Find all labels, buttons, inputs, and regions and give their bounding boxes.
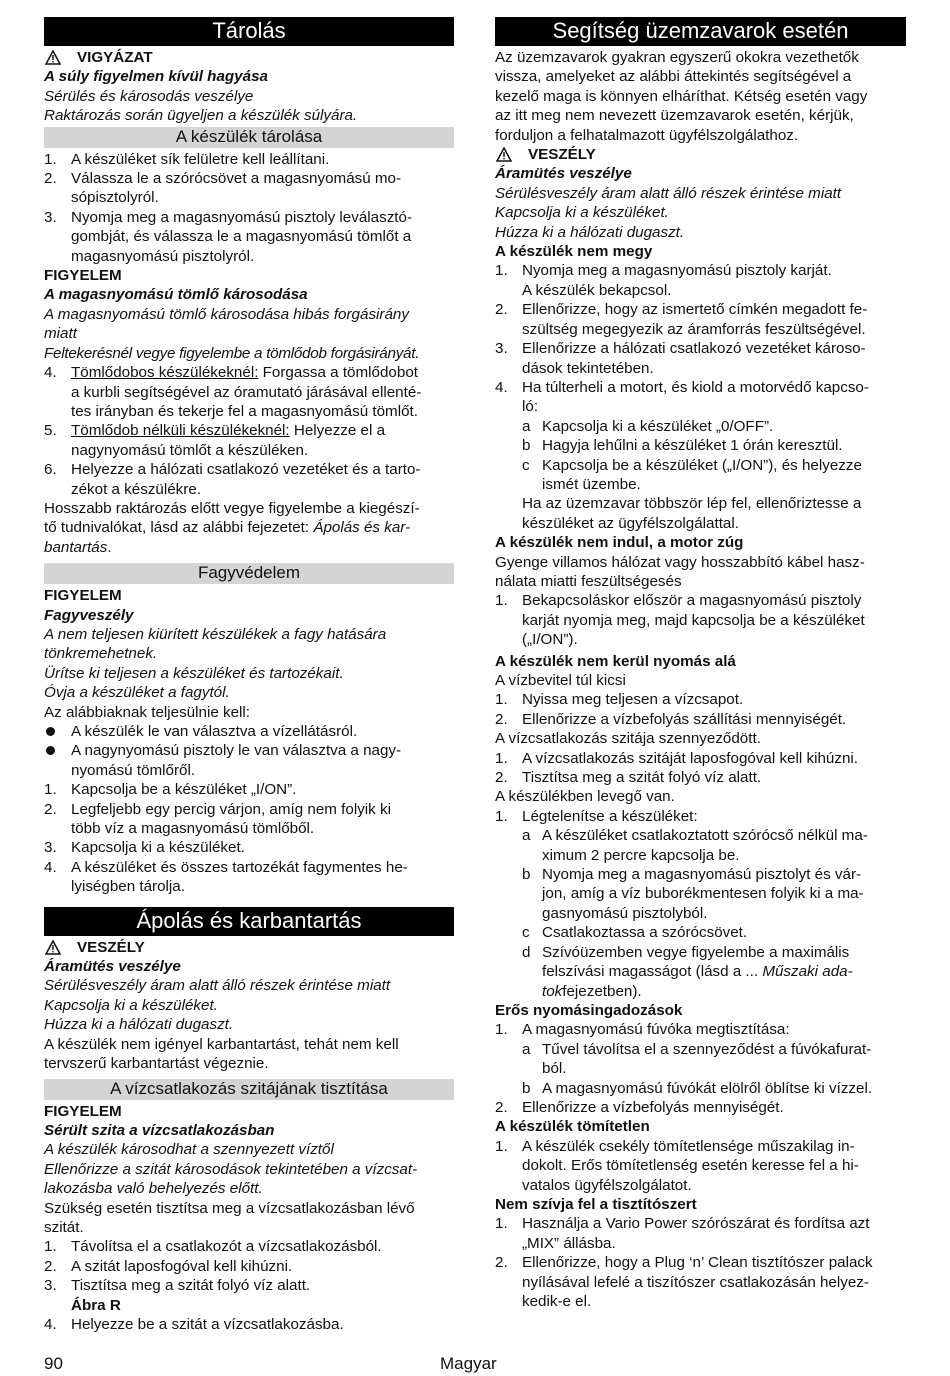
list-item: 3. Tisztítsa meg a szitát folyó víz alatt.	[44, 1277, 311, 1295]
notice-subject: Fagyveszély	[44, 606, 134, 624]
list-item: 1. Használja a Vario Power szórószárat és fordítsa azt „MIX” állásba.	[495, 1215, 870, 1252]
list-item: 2. Válassza le a szórócsövet a magasnyomású mo- sópisztolyról.	[44, 170, 402, 207]
list-item: 2. Tisztítsa meg a szitát folyó víz alatt.	[495, 769, 762, 787]
warning-triangle-icon	[496, 147, 512, 162]
danger-text: Kapcsolja ki a készüléket.	[495, 204, 669, 222]
danger-label: VESZÉLY	[77, 938, 145, 956]
footer-language: Magyar	[440, 1354, 497, 1373]
list-item: 6. Helyezze a hálózati csatlakozó vezetéket és a tarto- zékot a készülékre.	[44, 461, 421, 498]
warning-triangle-icon	[45, 940, 61, 955]
list-item: 1. Nyissa meg teljesen a vízcsapot.	[495, 691, 744, 709]
sub-list-item: a A készüléket csatlakoztatott szórócső nélkül ma- ximum 2 percre kapcsolja be.	[522, 827, 868, 864]
paragraph: A vízcsatlakozás szitája szennyeződött.	[495, 730, 761, 748]
fault-heading: A készülék nem indul, a motor zúg	[495, 534, 744, 552]
list-item: 3. Ellenőrizze a hálózati csatlakozó vezetéket károso- dások tekintetében.	[495, 340, 866, 377]
bullet-item: A készülék le van választva a vízellátásról.	[44, 722, 454, 741]
bullet-item: A nagynyomású pisztoly le van választva a nagy- nyomású tömlőről.	[44, 741, 454, 780]
list-item: 1. Légtelenítse a készüléket:	[495, 807, 698, 825]
caution-text: Raktározás során ügyeljen a készülék súlyára.	[44, 107, 358, 125]
notice-text: miatt	[44, 325, 77, 343]
danger-subject: Áramütés veszélye	[495, 165, 632, 183]
section-title-tarolas: Tárolás	[44, 17, 454, 46]
danger-text: Húzza ki a hálózati dugaszt.	[44, 1016, 234, 1034]
list-item: 2. Ellenőrizze a vízbefolyás szállítási mennyiségét.	[495, 710, 847, 728]
section-title-maintenance: Ápolás és karbantartás	[44, 907, 454, 936]
notice-label: FIGYELEM	[44, 1102, 122, 1120]
paragraph: A vízbevitel túl kicsi	[495, 672, 626, 689]
list-item: 5. Tömlődob nélküli készülékeknél: Helyezze el a nagynyomású tömlőt a készüléken.	[44, 422, 386, 459]
figure-reference: Ábra R	[71, 1296, 121, 1314]
list-item: 4. Tömlődobos készülékeknél: Forgassa a tömlődobot a kurbli segítségével az óramutató járásával ellenté- tes irányban és tekerje fel a magasnyomású tömlőt.	[44, 364, 422, 420]
list-item: 1. A vízcsatlakozás szitáját laposfogóval kell kihúzni.	[495, 749, 858, 767]
notice-subject: A magasnyomású tömlő károsodása	[44, 286, 308, 304]
list-item: 2. Ellenőrizze, hogy az ismertető címkén megadott fe- szültség megegyezik az áramforrás feszültségével.	[495, 301, 868, 338]
sub-list-item: a Tűvel távolítsa el a szennyeződést a fúvókafurat- ból.	[522, 1040, 872, 1078]
danger-subject: Áramütés veszélye	[44, 958, 181, 976]
list-item: 1. A készülék csekély tömítetlensége műszakilag in- dokolt. Erős tömítetlenség esetén keresse fel a hi- vatalos ügyfélszolgálatot.	[495, 1137, 859, 1194]
sub-list-item: b A magasnyomású fúvókát elölről öblítse ki vízzel.	[522, 1079, 873, 1097]
fault-heading: Erős nyomásingadozások	[495, 1001, 683, 1019]
notice-text: A készülék károsodhat a szennyezett víztől	[44, 1141, 334, 1159]
notice-text: Ürítse ki teljesen a készüléket és tartozékait.	[44, 664, 344, 682]
list-item: 2. Ellenőrizze a vízbefolyás mennyiségét.	[495, 1098, 784, 1116]
danger-heading	[495, 145, 906, 164]
sub-list-item: a Kapcsolja ki a készüléket „0/OFF”.	[522, 417, 774, 435]
caution-subject: A súly figyelmen kívül hagyása	[44, 68, 268, 86]
list-item: 1. Nyomja meg a magasnyomású pisztoly karját. A készülék bekapcsol.	[495, 262, 832, 299]
notice-text: A magasnyomású tömlő károsodása hibás forgásirány	[44, 305, 409, 323]
notice-subject: Sérült szita a vízcsatlakozásban	[44, 1121, 275, 1139]
notice-text: Feltekerésnél vegye figyelembe a tömlődob forgásirányát.	[44, 344, 420, 362]
list-item: 3. Nyomja meg a magasnyomású pisztoly leválasztó- gombját, és válassza le a magasnyomású tömlőt a magasnyomású pisztolyról.	[44, 208, 413, 265]
subsection-title-filter: A vízcsatlakozás szitájának tisztítása	[44, 1079, 454, 1100]
notice-text: Óvja a készüléket a fagytól.	[44, 684, 230, 702]
warning-triangle-icon	[45, 50, 61, 65]
list-item: 4. A készüléket és összes tartozékát fagymentes he- lyiségben tárolja.	[44, 858, 408, 896]
subsection-title-storage: A készülék tárolása	[44, 127, 454, 148]
list-item: 1. Kapcsolja be a készüléket „I/ON”.	[44, 781, 297, 799]
paragraph: A készülékben levegő van.	[495, 788, 675, 806]
paragraph: A készülék nem igényel karbantartást, tehát nem kell tervszerű karbantartást végeznie.	[44, 1035, 399, 1073]
caution-text: Sérülés és károsodás veszélye	[44, 87, 254, 105]
notice-label: FIGYELEM	[44, 587, 122, 605]
list-item: 1. Távolítsa el a csatlakozót a vízcsatlakozásból.	[44, 1238, 382, 1256]
bullet-icon	[44, 741, 71, 780]
danger-heading	[44, 938, 454, 957]
notice-text: tönkremehetnek.	[44, 645, 158, 663]
fault-heading: A készülék nem kerül nyomás alá	[495, 652, 736, 670]
page-number: 90	[44, 1354, 63, 1373]
right-column	[495, 17, 906, 1311]
danger-text: Húzza ki a hálózati dugaszt.	[495, 223, 685, 241]
sub-list-item: c Kapcsolja be a készüléket („I/ON”), és helyezze ismét üzembe.	[522, 456, 862, 493]
list-item: 4. Ha túlterheli a motort, és kiold a motorvédő kapcso- ló:	[495, 378, 869, 416]
danger-text: Sérülésveszély áram alatt álló részek érintése miatt	[495, 184, 842, 202]
sub-list-item: b Hagyja lehűlni a készüléket 1 órán keresztül.	[522, 437, 843, 455]
list-item: 1. Bekapcsoláskor először a magasnyomású pisztoly karját nyomja meg, majd kapcsolja be a készüléket („I/ON”).	[495, 592, 865, 649]
list-item: 2. Legfeljebb egy percig várjon, amíg nem folyik ki több víz a magasnyomású tömlőből.	[44, 800, 391, 838]
notice-label: FIGYELEM	[44, 267, 122, 285]
list-item: 1. A magasnyomású fúvóka megtisztítása:	[495, 1021, 790, 1039]
sub-list-item: b Nyomja meg a magasnyomású pisztolyt és vár- jon, amíg a víz buborékmentesen folyik ki a ma- gasnyomású pisztolyból.	[522, 866, 864, 922]
list-item: 3. Kapcsolja ki a készüléket.	[44, 839, 245, 857]
list-item: 4. Helyezze be a szitát a vízcsatlakozásba.	[44, 1315, 344, 1333]
danger-label: VESZÉLY	[528, 146, 596, 164]
sub-list-item: c Csatlakoztassa a szórócsövet.	[522, 924, 748, 942]
bullet-icon	[44, 722, 71, 741]
paragraph: Ha az üzemzavar többször lép fel, ellenőriztesse a készüléket az ügyfélszolgálattal.	[522, 495, 862, 532]
paragraph: Gyenge villamos hálózat vagy hosszabbító kábel hasz- nálata miatti feszültségesés	[495, 553, 865, 590]
paragraph: Az üzemzavarok gyakran egyszerű okokra vezethetők vissza, amelyeket az alábbi áttekintés segítségével a kezelő maga is könnyen elháríthat. Kétség esetén vagy az itt meg nem nevezett üzemzavarok esetén, kérjük, forduljon a felhatalmazott ügyfélszolgálathoz.	[495, 49, 868, 144]
fault-heading: Nem szívja fel a tisztítószert	[495, 1195, 697, 1213]
sub-list-item: d Szívóüzemben vegye figyelembe a maximális felszívási magasságot (lásd a ... Műszaki ada- tokfejezetben).	[522, 943, 853, 1000]
fault-heading: A készülék tömítetlen	[495, 1118, 650, 1136]
notice-text: Ellenőrizze a szitát károsodások tekintetében a vízcsat-	[44, 1160, 418, 1178]
danger-text: Kapcsolja ki a készüléket.	[44, 996, 218, 1014]
danger-text: Sérülésveszély áram alatt álló részek érintése miatt	[44, 977, 391, 995]
caution-label: VIGYÁZAT	[77, 49, 153, 66]
section-title-troubleshooting: Segítség üzemzavarok esetén	[495, 17, 906, 46]
paragraph: Az alábbiaknak teljesülnie kell:	[44, 703, 250, 721]
notice-text: lakozásba való behelyezés előtt.	[44, 1180, 263, 1198]
fault-heading: A készülék nem megy	[495, 243, 653, 261]
subsection-title-frost: Fagyvédelem	[44, 563, 454, 584]
caution-heading	[44, 48, 454, 67]
notice-text: A nem teljesen kiürített készülékek a fagy hatására	[44, 625, 387, 643]
list-item: 2. A szitát laposfogóval kell kihúzni.	[44, 1257, 293, 1275]
list-item: 1. A készüléket sík felületre kell leállítani.	[44, 150, 330, 168]
paragraph: Szükség esetén tisztítsa meg a vízcsatlakozásban lévő szitát.	[44, 1199, 415, 1236]
list-item: 2. Ellenőrizze, hogy a Plug ‘n’ Clean tisztítószer palack nyílásával lefelé a tiszítószer csatlakozásán helyez- kedik-e el.	[495, 1254, 873, 1310]
paragraph: Hosszabb raktározás előtt vegye figyelembe a kiegészí- tő tudnivalókat, lásd az alábbi fejezetet: Ápolás és kar- bantartás.	[44, 499, 420, 556]
left-column	[44, 17, 454, 1334]
